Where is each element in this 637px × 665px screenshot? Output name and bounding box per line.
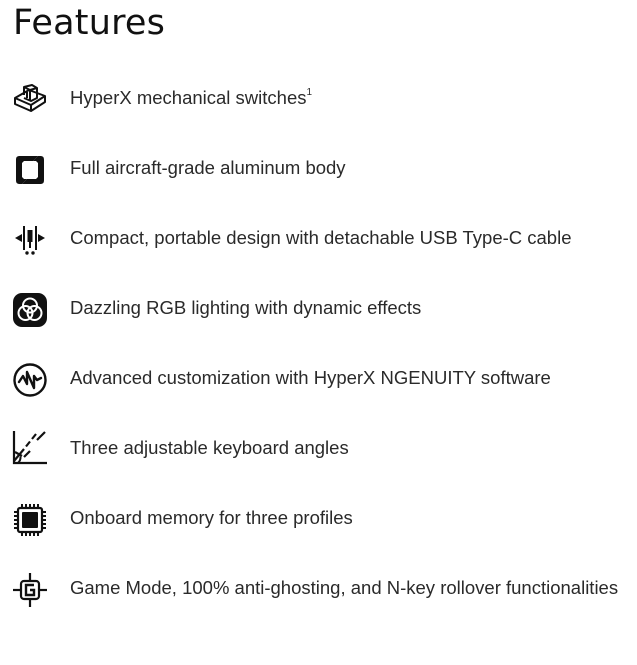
compact-design-icon — [12, 222, 48, 258]
feature-text — [70, 83, 630, 113]
feature-label: HyperX mechanical switches — [70, 87, 307, 108]
keyboard-angle-icon — [12, 430, 48, 466]
page-title: Features — [13, 3, 166, 43]
onboard-memory-icon — [12, 502, 48, 538]
footnote-marker: 1 — [306, 86, 313, 98]
feature-label: Dazzling RGB lighting with dynamic effects — [70, 297, 422, 318]
aluminum-body-icon — [12, 152, 48, 188]
feature-label: Advanced customization with HyperX NGENUITY software — [70, 367, 551, 388]
feature-label: Three adjustable keyboard angles — [70, 437, 349, 458]
feature-label: Onboard memory for three profiles — [70, 507, 353, 528]
feature-label: Game Mode, 100% anti-ghosting, and N-key rollover functionalities — [70, 577, 619, 598]
feature-label: Full aircraft-grade aluminum body — [70, 157, 346, 178]
feature-label: Compact, portable design with detachable USB Type-C cable — [70, 227, 572, 248]
ngenuity-software-icon — [12, 362, 48, 398]
mechanical-switch-icon — [12, 82, 48, 118]
game-mode-icon — [12, 572, 48, 608]
rgb-lighting-icon — [12, 292, 48, 328]
